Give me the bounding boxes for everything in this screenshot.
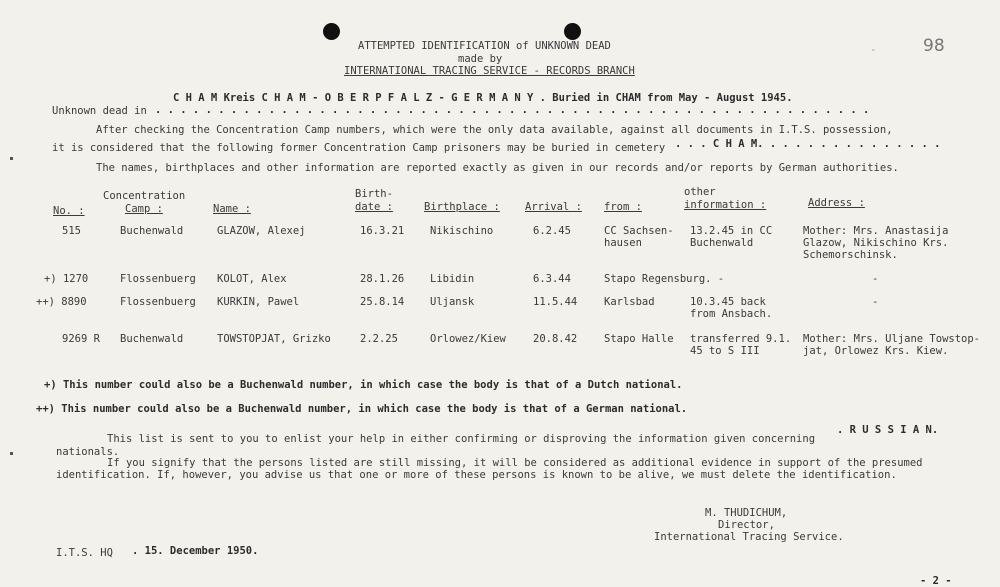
- col-birthplace-header: Birthplace :: [424, 201, 500, 213]
- row-4-address: jat, Orlowez Krs. Kiew.: [803, 345, 949, 357]
- row-3-other: from Ansbach.: [690, 308, 773, 320]
- col-name-header: Name :: [213, 203, 251, 215]
- row-1-camp: Buchenwald: [120, 225, 184, 237]
- closing-line-4: identification. If, however, you advise us that one or more of these persons is known to be alive, we must delete the identification.: [56, 469, 897, 481]
- row-1-address: Schemorschinsk.: [803, 249, 898, 261]
- col-camp-header-top: Concentration: [103, 190, 186, 202]
- row-3-other: 10.3.45 back: [690, 296, 766, 308]
- row-1-from: CC Sachsen-: [604, 225, 674, 237]
- col-other-header-top: other: [684, 186, 716, 198]
- page-number-handwritten: 98: [923, 36, 945, 56]
- row-2-from: Stapo Regensburg. -: [604, 273, 725, 285]
- col-birth-header-top: Birth-: [355, 188, 393, 200]
- punch-hole-right: [564, 23, 581, 40]
- row-1-birthplace: Nikischino: [430, 225, 494, 237]
- row-4-other: transferred 9.1.: [690, 333, 792, 345]
- margin-mark: [10, 452, 13, 455]
- footer-place: I.T.S. HQ: [56, 547, 113, 559]
- intro-line-2: it is considered that the following former Concentration Camp prisoners may be buried in cemetery: [52, 142, 666, 154]
- made-by-label: made by: [458, 53, 503, 65]
- row-3-name: KURKIN, Pawel: [217, 296, 300, 308]
- col-arrival-header: Arrival :: [525, 201, 582, 213]
- row-1-address: Mother: Mrs. Anastasija: [803, 225, 949, 237]
- row-1-birthdate: 16.3.21: [360, 225, 405, 237]
- row-2-birthplace: Libidin: [430, 273, 475, 285]
- row-4-from: Stapo Halle: [604, 333, 674, 345]
- footnote-2: ++) This number could also be a Buchenwald number, in which case the body is that of a German national.: [36, 403, 688, 415]
- row-4-birthdate: 2.2.25: [360, 333, 398, 345]
- row-3-no: ++) 8890: [36, 296, 87, 308]
- col-from-header: from :: [604, 201, 642, 213]
- row-1-name: GLAZOW, Alexej: [217, 225, 306, 237]
- row-2-birthdate: 28.1.26: [360, 273, 405, 285]
- margin-mark: [10, 157, 13, 160]
- row-3-arrival: 11.5.44: [533, 296, 578, 308]
- row-3-address: -: [872, 296, 879, 308]
- burial-location: C H A M Kreis C H A M - O B E R P F A L Z - G E R M A N Y . Buried in CHAM from May - August 1945.: [173, 92, 793, 104]
- row-1-other: 13.2.45 in CC: [690, 225, 773, 237]
- row-4-other: 45 to S III: [690, 345, 760, 357]
- row-2-address: -: [872, 273, 879, 285]
- row-1-arrival: 6.2.45: [533, 225, 571, 237]
- signatory-org: International Tracing Service.: [654, 531, 844, 543]
- row-2-arrival: 6.3.44: [533, 273, 571, 285]
- nationality: . R U S S I A N.: [837, 424, 939, 436]
- row-1-no: 515: [62, 225, 81, 237]
- col-birthdate-header: date :: [355, 201, 393, 213]
- row-1-address: Glazow, Nikischino Krs.: [803, 237, 949, 249]
- row-4-arrival: 20.8.42: [533, 333, 578, 345]
- row-3-birthplace: Uljansk: [430, 296, 475, 308]
- row-1-from: hausen: [604, 237, 642, 249]
- closing-line-3: If you signify that the persons listed are still missing, it will be considered as additional evidence in support of the presumed: [107, 457, 923, 469]
- organization-heading: INTERNATIONAL TRACING SERVICE - RECORDS BRANCH: [344, 65, 635, 77]
- row-3-camp: Flossenbuerg: [120, 296, 196, 308]
- col-address-header: Address :: [808, 197, 865, 209]
- footnote-1: +) This number could also be a Buchenwald number, in which case the body is that of a Dutch national.: [44, 379, 683, 391]
- row-1-other: Buchenwald: [690, 237, 754, 249]
- row-4-birthplace: Orlowez/Kiew: [430, 333, 506, 345]
- row-2-camp: Flossenbuerg: [120, 273, 196, 285]
- header-dash: -: [870, 44, 877, 56]
- page-footer-number: - 2 -: [920, 575, 952, 587]
- row-4-address: Mother: Mrs. Uljane Towstop-: [803, 333, 981, 345]
- cemetery-name: . . . C H A M. . . . . . . . . . . . . . .: [675, 138, 941, 150]
- row-4-no: 9269 R: [62, 333, 100, 345]
- row-2-name: KOLOT, Alex: [217, 273, 287, 285]
- unknown-dead-label: Unknown dead in: [52, 105, 147, 117]
- row-4-name: TOWSTOPJAT, Grizko: [217, 333, 331, 345]
- row-3-birthdate: 25.8.14: [360, 296, 405, 308]
- footer-date: . 15. December 1950.: [132, 545, 259, 557]
- col-camp-header: Camp :: [125, 203, 163, 215]
- closing-line-2: nationals.: [56, 446, 120, 458]
- location-dots: . . . . . . . . . . . . . . . . . . . . . . . . . . . . . . . . . . . . . . . . . . . . . . . . . . . . . . . . .: [155, 104, 870, 116]
- intro-line-1: After checking the Concentration Camp numbers, which were the only data available, against all documents in I.T.S. possession,: [96, 124, 893, 136]
- row-2-no: +) 1270: [44, 273, 89, 285]
- document-title: ATTEMPTED IDENTIFICATION of UNKNOWN DEAD: [358, 40, 611, 52]
- signatory-name: M. THUDICHUM,: [705, 507, 788, 519]
- row-3-from: Karlsbad: [604, 296, 655, 308]
- signatory-role: Director,: [718, 519, 775, 531]
- intro-line-3: The names, birthplaces and other information are reported exactly as given in our records and/or reports by German authorities.: [96, 162, 899, 174]
- col-other-header: information :: [684, 199, 767, 211]
- closing-line-1: This list is sent to you to enlist your help in either confirming or disproving the information given concerning: [107, 433, 816, 445]
- col-no-header: No. :: [53, 205, 85, 217]
- row-4-camp: Buchenwald: [120, 333, 184, 345]
- punch-hole-left: [323, 23, 340, 40]
